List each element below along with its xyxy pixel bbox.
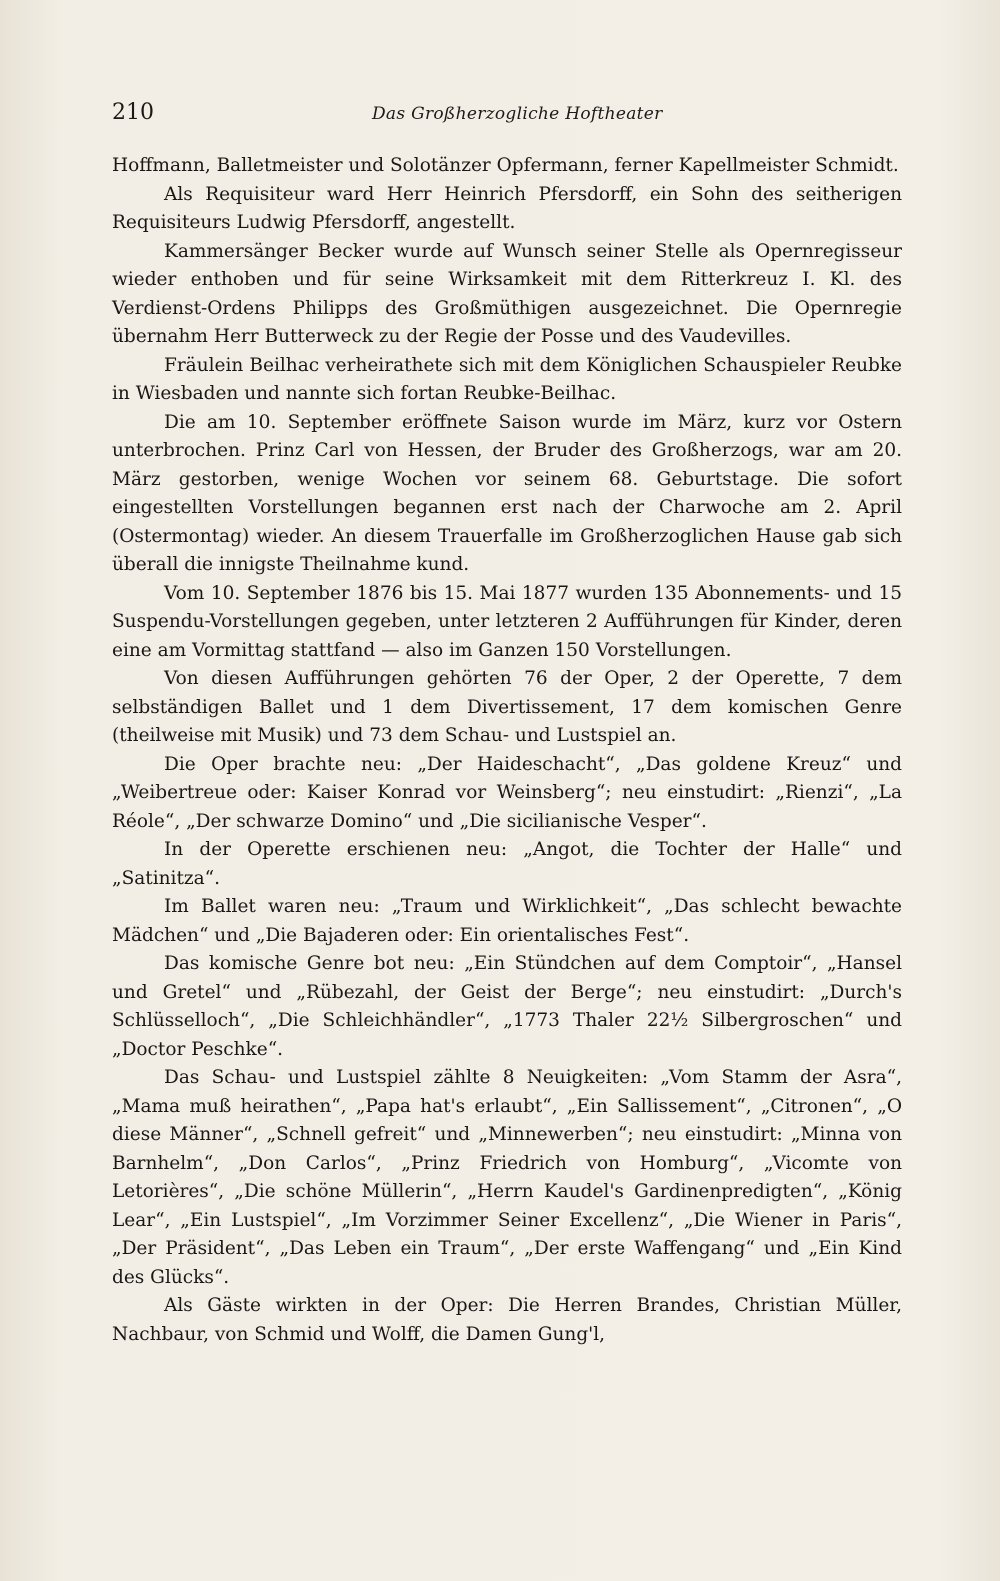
page-header (112, 100, 902, 130)
paragraph: Fräulein Beilhac verheirathete sich mit dem Königlichen Schauspieler Reubke in Wiesbaden und nannte sich fortan Reubke-Beilhac. (112, 354, 902, 404)
paragraph: In der Operette erschienen neu: „Angot, die Tochter der Halle“ und „Satinitza“. (112, 839, 902, 889)
paragraph: Als Requisiteur ward Herr Heinrich Pfersdorff, ein Sohn des seitherigen Requisiteurs Ludwig Pfersdorff, angestellt. (112, 183, 902, 233)
paragraph: Als Gäste wirkten in der Oper: Die Herren Brandes, Christian Müller, Nachbaur, von Schmid und Wolff, die Damen Gung'l, (112, 1295, 902, 1345)
paragraph: Von diesen Aufführungen gehörten 76 der Oper, 2 der Operette, 7 dem selbständigen Ballet und 1 dem Divertissement, 17 dem komischen Genre (theilweise mit Musik) und 73 dem Schau- und Lustspiel an. (112, 668, 902, 746)
paragraph: Vom 10. September 1876 bis 15. Mai 1877 wurden 135 Abonnements- und 15 Suspendu-Vorstellungen gegeben, unter letzteren 2 Aufführungen für Kinder, deren eine am Vormittag stattfand — also im Ganzen 150 Vorstellungen. (112, 582, 902, 661)
body-text (112, 152, 902, 1349)
paragraph: Hoffmann, Balletmeister und Solotänzer Opfermann, ferner Kapellmeister Schmidt. (112, 155, 899, 176)
page-number: 210 (112, 100, 154, 125)
paragraph: Das komische Genre bot neu: „Ein Stündchen auf dem Comptoir“, „Hansel und Gretel“ und „Rübezahl, der Geist der Berge“; neu einstudirt: „Durch's Schlüsselloch“, „Die Schleichhändler“, „1773 Thaler 22½ Silbergroschen“ und „Doctor Peschke“. (112, 953, 902, 1060)
paragraph: Kammersänger Becker wurde auf Wunsch seiner Stelle als Opernregisseur wieder enthoben und für seine Wirksamkeit mit dem Ritterkreuz I. Kl. des Verdienst-Ordens Philipps des Großmüthigen ausgezeichnet. Die Opernregie übernahm Herr Butterweck zu der Regie der Posse und des Vaudevilles. (112, 240, 902, 347)
paragraph: Die Oper brachte neu: „Der Haideschacht“, „Das goldene Kreuz“ und „Weibertreue oder: Kaiser Konrad vor Weinsberg“; neu einstudirt: „Rienzi“, „La Réole“, „Der schwarze Domino“ und „Die sicilianische Vesper“. (112, 753, 902, 832)
paragraph: Die am 10. September eröffnete Saison wurde im März, kurz vor Ostern unterbrochen. Prinz Carl von Hessen, der Bruder des Großherzogs, war am 20. März gestorben, wenige Wochen vor seinem 68. Geburtstage. Die sofort eingestellten Vorstellungen begannen erst nach der Charwoche am 2. April (Ostermontag) wieder. An diesem Trauerfalle im Großherzoglichen Hause gab sich überall die innigste Theilnahme kund. (112, 411, 902, 575)
running-title: Das Großherzogliche Hoftheater (372, 104, 663, 124)
paragraph: Das Schau- und Lustspiel zählte 8 Neuigkeiten: „Vom Stamm der Asra“, „Mama muß heirathen“, „Papa hat's erlaubt“, „Ein Sallissement“, „Citronen“, „O diese Männer“, „Schnell gefreit“ und „Minnewerben“; neu einstudirt: „Minna von Barnhelm“, „Don Carlos“, „Prinz Friedrich von Homburg“, „Vicomte von Letorières“, „Die schöne Müllerin“, „Herrn Kaudel's Gardinenpredigten“, „König Lear“, „Ein Lustspiel“, „Im Vorzimmer Seiner Excellenz“, „Die Wiener in Paris“, „Der Präsident“, „Das Leben ein Traum“, „Der erste Waffengang“ und „Ein Kind des Glücks“. (112, 1067, 902, 1288)
paragraph: Im Ballet waren neu: „Traum und Wirklichkeit“, „Das schlecht bewachte Mädchen“ und „Die Bajaderen oder: Ein orientalisches Fest“. (112, 896, 902, 946)
